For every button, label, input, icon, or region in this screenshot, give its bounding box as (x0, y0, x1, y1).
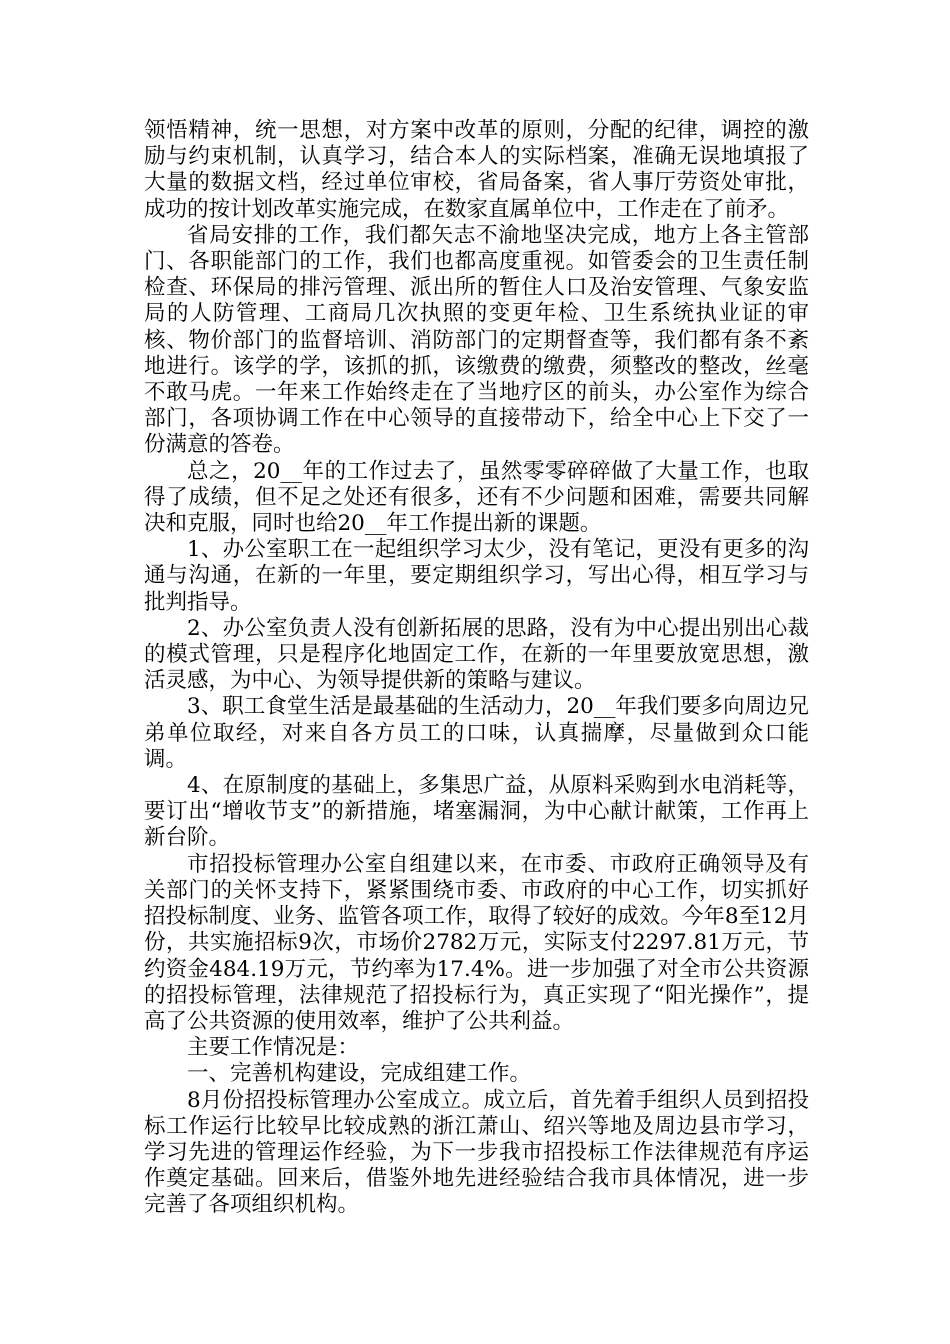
paragraph-section-1-heading: 一、完善机构建设，完成组建工作。 (187, 1061, 532, 1087)
paragraph-item-1: 1、办公室职工在一起组织学习太少，没有笔记，更没有更多的沟通与沟通，在新的一年里，要定期组织学习，写出心得，相互学习与批判指导。 (144, 537, 809, 615)
paragraph-bidding-office: 市招投标管理办公室自组建以来，在市委、市政府正确领导及有关部门的关怀支持下，紧紧围绕市委、市政府的中心工作，切实抓好招投标制度、业务、监管各项工作，取得了较好的成效。今年8至12月份，共实施招标9次，市场价2782万元，实际支付2297.81万元，节约资金484.19万元，节约率为17.4%。进一步加强了对全市公共资源的招投标管理，法律规范了招投标行为，真正实现了“阳光操作”，提高了公共资源的使用效率，维护了公共利益。 (144, 851, 809, 1034)
paragraph-item-2: 2、办公室负责人没有创新拓展的思路，没有为中心提出别出心裁的模式管理，只是程序化地固定工作，在新的一年里要放宽思想，激活灵感，为中心、为领导提供新的策略与建议。 (144, 615, 809, 694)
paragraph-summary: 总之，20__年的工作过去了，虽然零零碎碎做了大量工作，也取得了成绩，但不足之处还有很多，还有不少问题和困难，需要共同解决和克服，同时也给20__年工作提出新的课题。 (144, 458, 809, 537)
paragraph-item-3: 3、职工食堂生活是最基础的生活动力，20__年我们要多向周边兄弟单位取经，对来自各方员工的口味，认真揣摩，尽量做到众口能调。 (144, 694, 809, 772)
paragraph-provincial-work: 省局安排的工作，我们都矢志不渝地坚决完成，地方上各主管部门、各职能部门的工作，我们也都高度重视。如管委会的卫生责任制检查、环保局的排污管理、派出所的暂住人口及治安管理、气象安监局的人防管理、工商局几次执照的变更年检、卫生系统执业证的审核、物价部门的监督培训、消防部门的定期督查等，我们都有条不紊地进行。该学的学，该抓的抓，该缴费的缴费，须整改的整改，丝毫不敢马虎。一年来工作始终走在了当地疗区的前头，办公室作为综合部门，各项协调工作在中心领导的直接带动下，给全中心上下交了一份满意的答卷。 (144, 222, 809, 458)
paragraph-august-setup: 8月份招投标管理办公室成立。成立后，首先着手组织人员到招投标工作运行比较早比较成熟的浙江萧山、绍兴等地及周边县市学习，学习先进的管理运作经验，为下一步我市招投标工作法律规范有序运作奠定基础。回来后，借鉴外地先进经验结合我市具体情况，进一步完善了各项组织机构。 (144, 1087, 809, 1218)
paragraph-item-4: 4、在原制度的基础上，多集思广益，从原料采购到水电消耗等，要订出“增收节支”的新措施，堵塞漏洞，为中心献计献策，工作再上新台阶。 (144, 773, 809, 851)
paragraph-main-work-heading: 主要工作情况是： (187, 1035, 360, 1061)
paragraph-continuation: 领悟精神，统一思想，对方案中改革的原则，分配的纪律，调控的激励与约束机制，认真学习，结合本人的实际档案，准确无误地填报了大量的数据文档，经过单位审校，省局备案，省人事厅劳资处审批，成功的按计划改革实施完成，在数家直属单位中，工作走在了前矛。 (144, 118, 809, 222)
document-body (144, 118, 809, 1219)
